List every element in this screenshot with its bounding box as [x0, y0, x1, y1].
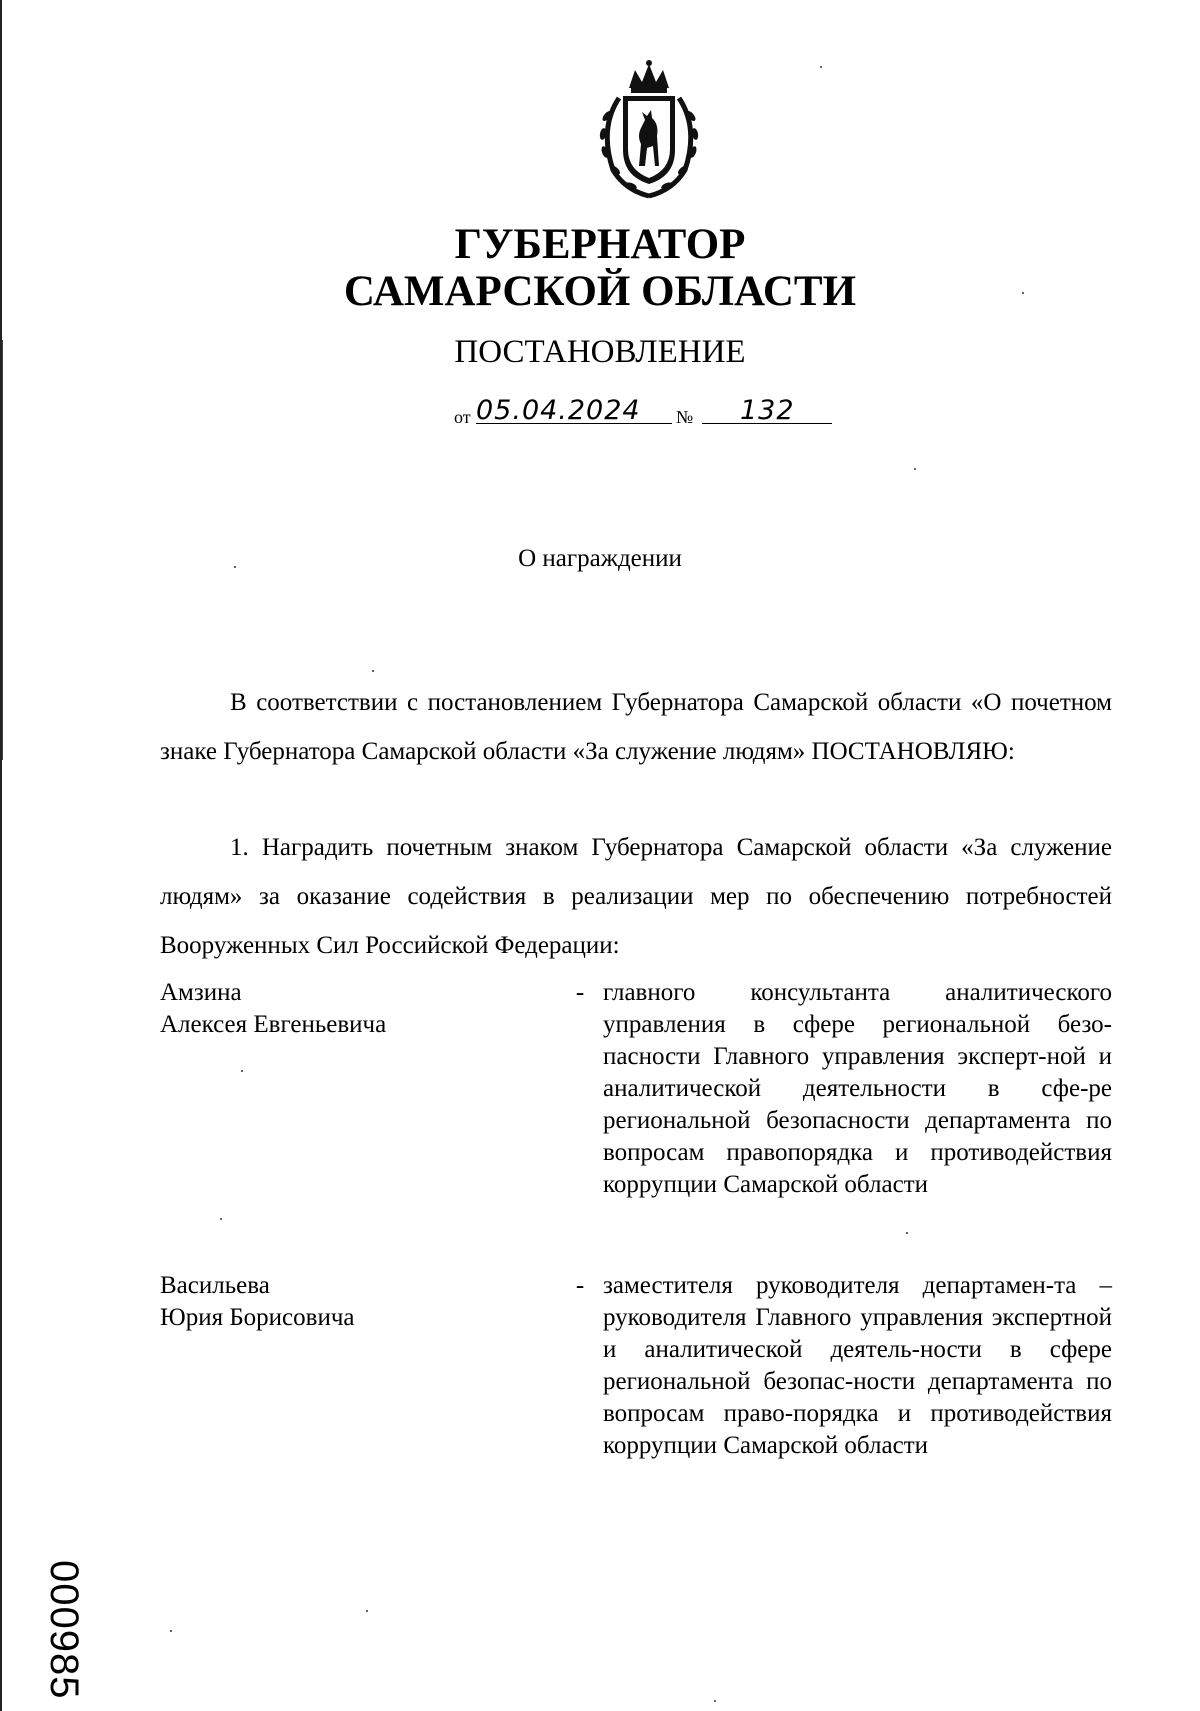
serial-number: 000985 — [42, 1560, 86, 1700]
handwritten-date: 05.04.2024 — [476, 395, 641, 426]
preamble-paragraph: В соответствии с постановлением Губернатора Самарской области «О почетном знаке Губернатора Самарской области «За служение людям» ПОСТАНОВЛЯЮ: — [160, 689, 1112, 765]
entry-dash: - — [575, 979, 585, 1006]
authority-title-line1: ГУБЕРНАТОР — [454, 221, 746, 268]
scan-speck — [234, 566, 236, 568]
awardee-entry — [160, 977, 1112, 1237]
awardee-given-names: Алексея Евгеньевича — [160, 1011, 387, 1038]
entry-dash: - — [575, 1272, 585, 1299]
scan-speck — [241, 1070, 243, 1072]
awardee-name — [160, 977, 520, 1041]
scan-speck — [1022, 292, 1024, 294]
scan-speck — [820, 66, 822, 68]
scan-speck — [220, 1218, 222, 1220]
document-type: ПОСТАНОВЛЕНИЕ — [454, 334, 746, 370]
awardee-position: главного консультанта аналитического управления в сфере региональной безо-пасности Главного управления эксперт-ной и аналитической деятельности в сфе-ре региональной безопасности департамента по вопросам правопорядка и противодействия коррупции Самарской области — [603, 979, 1112, 1198]
scan-speck — [366, 1610, 368, 1612]
awardee-entry — [160, 1270, 1112, 1500]
awardee-surname: Васильева — [160, 1272, 270, 1299]
scan-speck — [714, 1700, 716, 1702]
document-subject: О награждении — [518, 545, 682, 572]
scan-speck — [914, 468, 916, 470]
awardee-name — [160, 1270, 520, 1334]
number-underline — [702, 423, 832, 424]
coat-of-arms-icon — [585, 58, 713, 200]
scan-speck — [906, 1232, 908, 1234]
handwritten-number: 132 — [740, 395, 795, 426]
awardee-position: заместителя руководителя департамен-та – руководителя Главного управления экспертной и аналитической деятель-ности в сфере региональной безопас-ности департамента по вопросам право-порядка и противодействия коррупции Самарской области — [603, 1272, 1112, 1459]
awardee-surname: Амзина — [160, 979, 242, 1006]
scan-speck — [372, 670, 374, 672]
date-underline — [476, 423, 672, 424]
awardee-given-names: Юрия Борисовича — [160, 1304, 355, 1331]
authority-title-line2: САМАРСКОЙ ОБЛАСТИ — [343, 268, 857, 315]
number-prefix: № — [676, 407, 694, 427]
date-prefix: от — [454, 407, 471, 427]
item-1-paragraph: 1. Наградить почетным знаком Губернатора Самарской области «За служение людям» за оказание содействия в реализации мер по обеспечению потребностей Вооруженных Сил Российской Федерации: — [160, 834, 1112, 959]
scan-speck — [170, 1630, 172, 1632]
date-number-line — [454, 393, 854, 433]
